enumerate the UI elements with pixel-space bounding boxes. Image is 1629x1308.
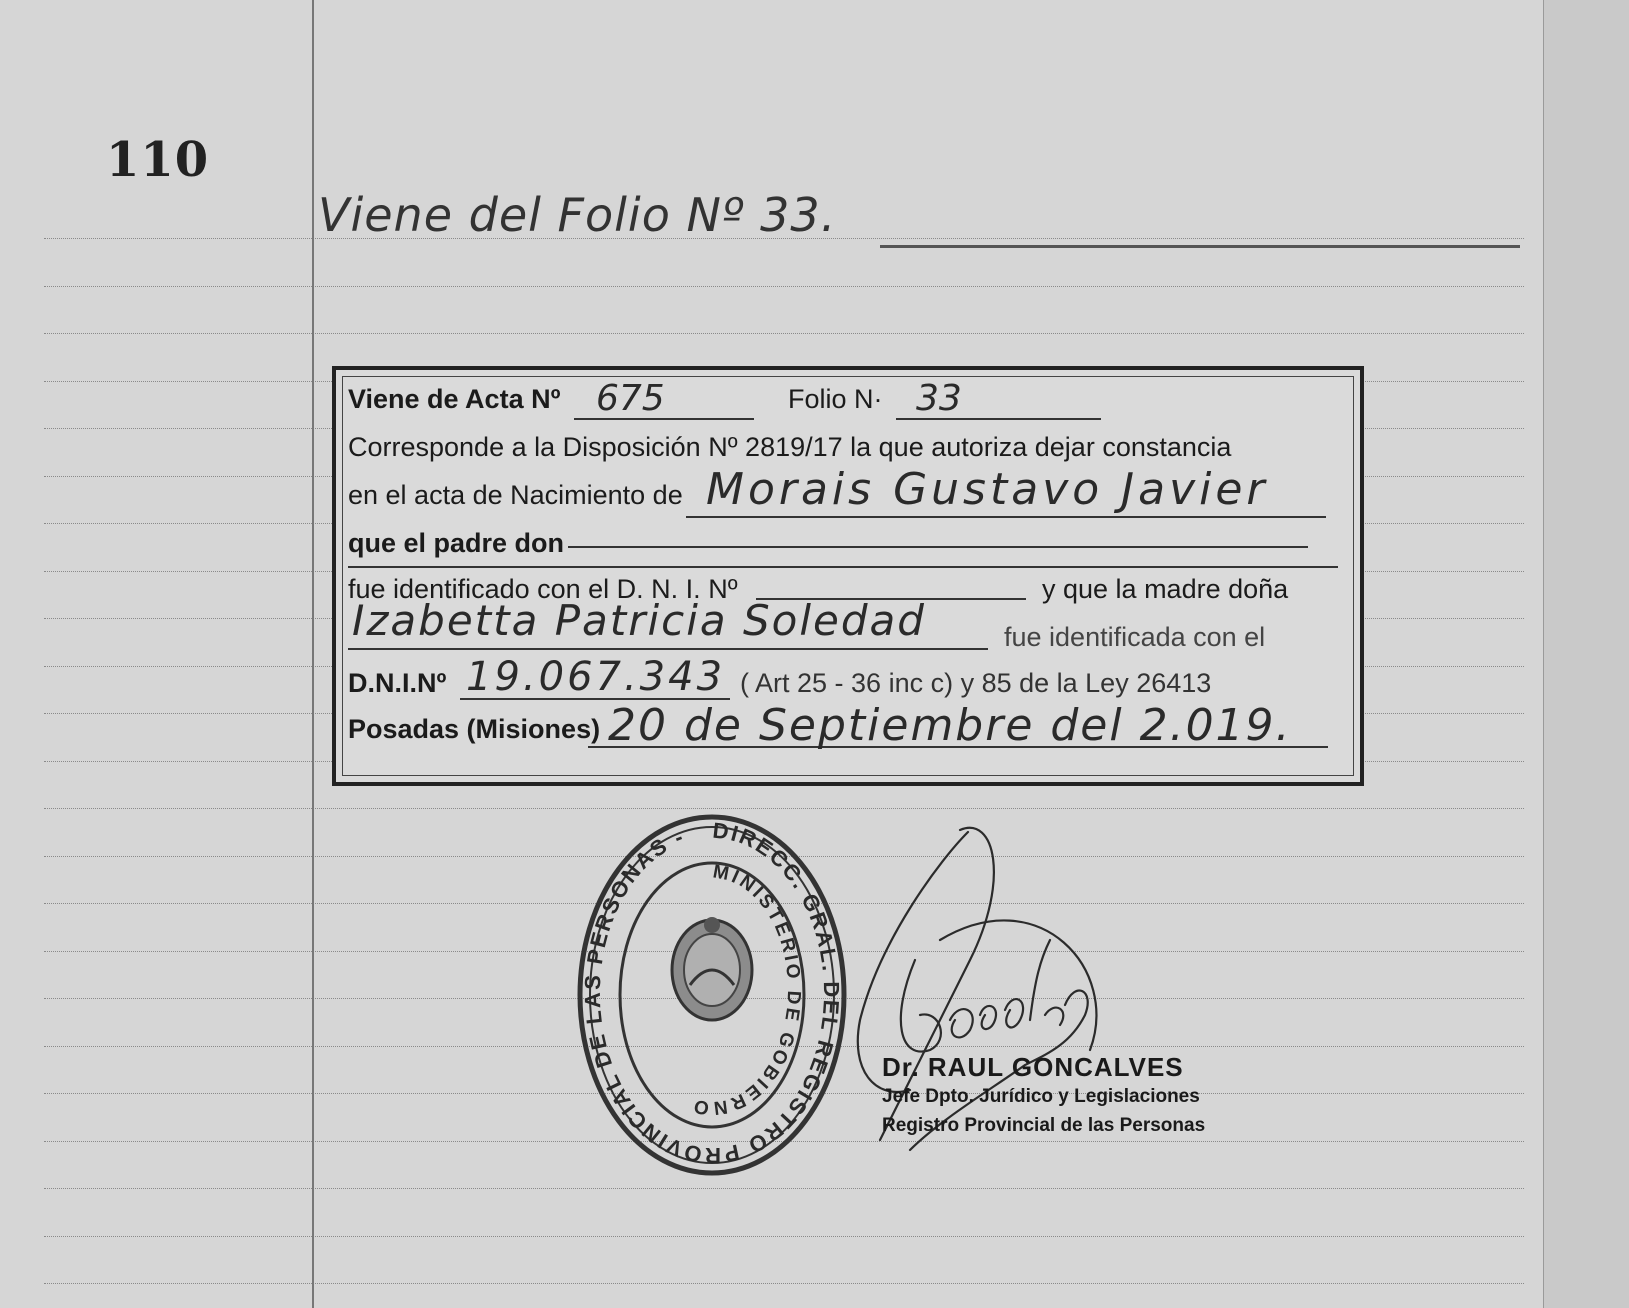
child-name-line xyxy=(686,516,1326,518)
ruled-line xyxy=(44,1283,1524,1284)
page-number: 110 xyxy=(106,132,210,188)
nacimiento-label: en el acta de Nacimiento de xyxy=(348,480,683,510)
madre-label: y que la madre doña xyxy=(1042,574,1289,604)
padre-label-text: que el padre don xyxy=(348,528,565,558)
acta-number: 675 xyxy=(596,378,665,419)
official-seal xyxy=(572,810,852,1180)
stamp-row-disposicion: Corresponde a la Disposición Nº 2819/17 la que autoriza dejar constancia xyxy=(348,432,1232,462)
folio-number: 33 xyxy=(916,378,962,419)
dni-padre-label: fue identificado con el D. N. I. Nº xyxy=(348,574,738,604)
margin-line xyxy=(312,0,314,1308)
ruled-line xyxy=(44,286,1524,287)
date-handwritten: 20 de Septiembre del 2.019. xyxy=(608,700,1292,751)
folio-label: Folio N· xyxy=(788,384,883,414)
page-edge xyxy=(1543,0,1629,1308)
annotation-stamp xyxy=(332,366,1364,786)
folio-note: Viene del Folio Nº 33. xyxy=(318,188,837,242)
mother-name: Izabetta Patricia Soledad xyxy=(352,596,926,645)
signer-name: Dr. RAUL GONCALVES xyxy=(882,1052,1184,1082)
dni-madre-label-text: D.N.I.Nº xyxy=(348,668,447,698)
ruled-line xyxy=(44,333,1524,334)
signer-role: Jefe Dpto. Jurídico y Legislaciones xyxy=(882,1086,1200,1107)
ruled-line xyxy=(44,808,1524,809)
signer-organization: Registro Provincial de las Personas xyxy=(882,1115,1206,1136)
ruled-line xyxy=(44,1236,1524,1237)
seal-inner-text: MINISTERIO DE GOBIERNO xyxy=(689,861,805,1119)
ruled-line xyxy=(44,1188,1524,1189)
acta-label: Viene de Acta Nº xyxy=(348,384,561,414)
posadas-label-text: Posadas (Misiones) xyxy=(348,714,601,744)
child-name: Morais Gustavo Javier xyxy=(706,464,1269,515)
coat-of-arms-icon xyxy=(672,917,752,1020)
posadas-label xyxy=(348,714,600,745)
ley-reference: ( Art 25 - 36 inc c) y 85 de la Ley 26413 xyxy=(740,668,1212,698)
dni-madre-label xyxy=(348,668,446,699)
padre-line-1 xyxy=(568,546,1308,548)
identificada-label: fue identificada con el xyxy=(1004,622,1266,652)
stamp-row-acta xyxy=(348,384,560,415)
padre-line-2 xyxy=(348,566,1338,568)
mother-name-line xyxy=(348,648,988,650)
folio-underline xyxy=(880,245,1520,248)
padre-label xyxy=(348,528,564,559)
mother-dni: 19.067.343 xyxy=(466,654,726,700)
seal-outer-text: DIRECC. GRAL. DEL REGISTRO PROVINCIAL DE LAS PERSONAS - xyxy=(579,817,845,1169)
